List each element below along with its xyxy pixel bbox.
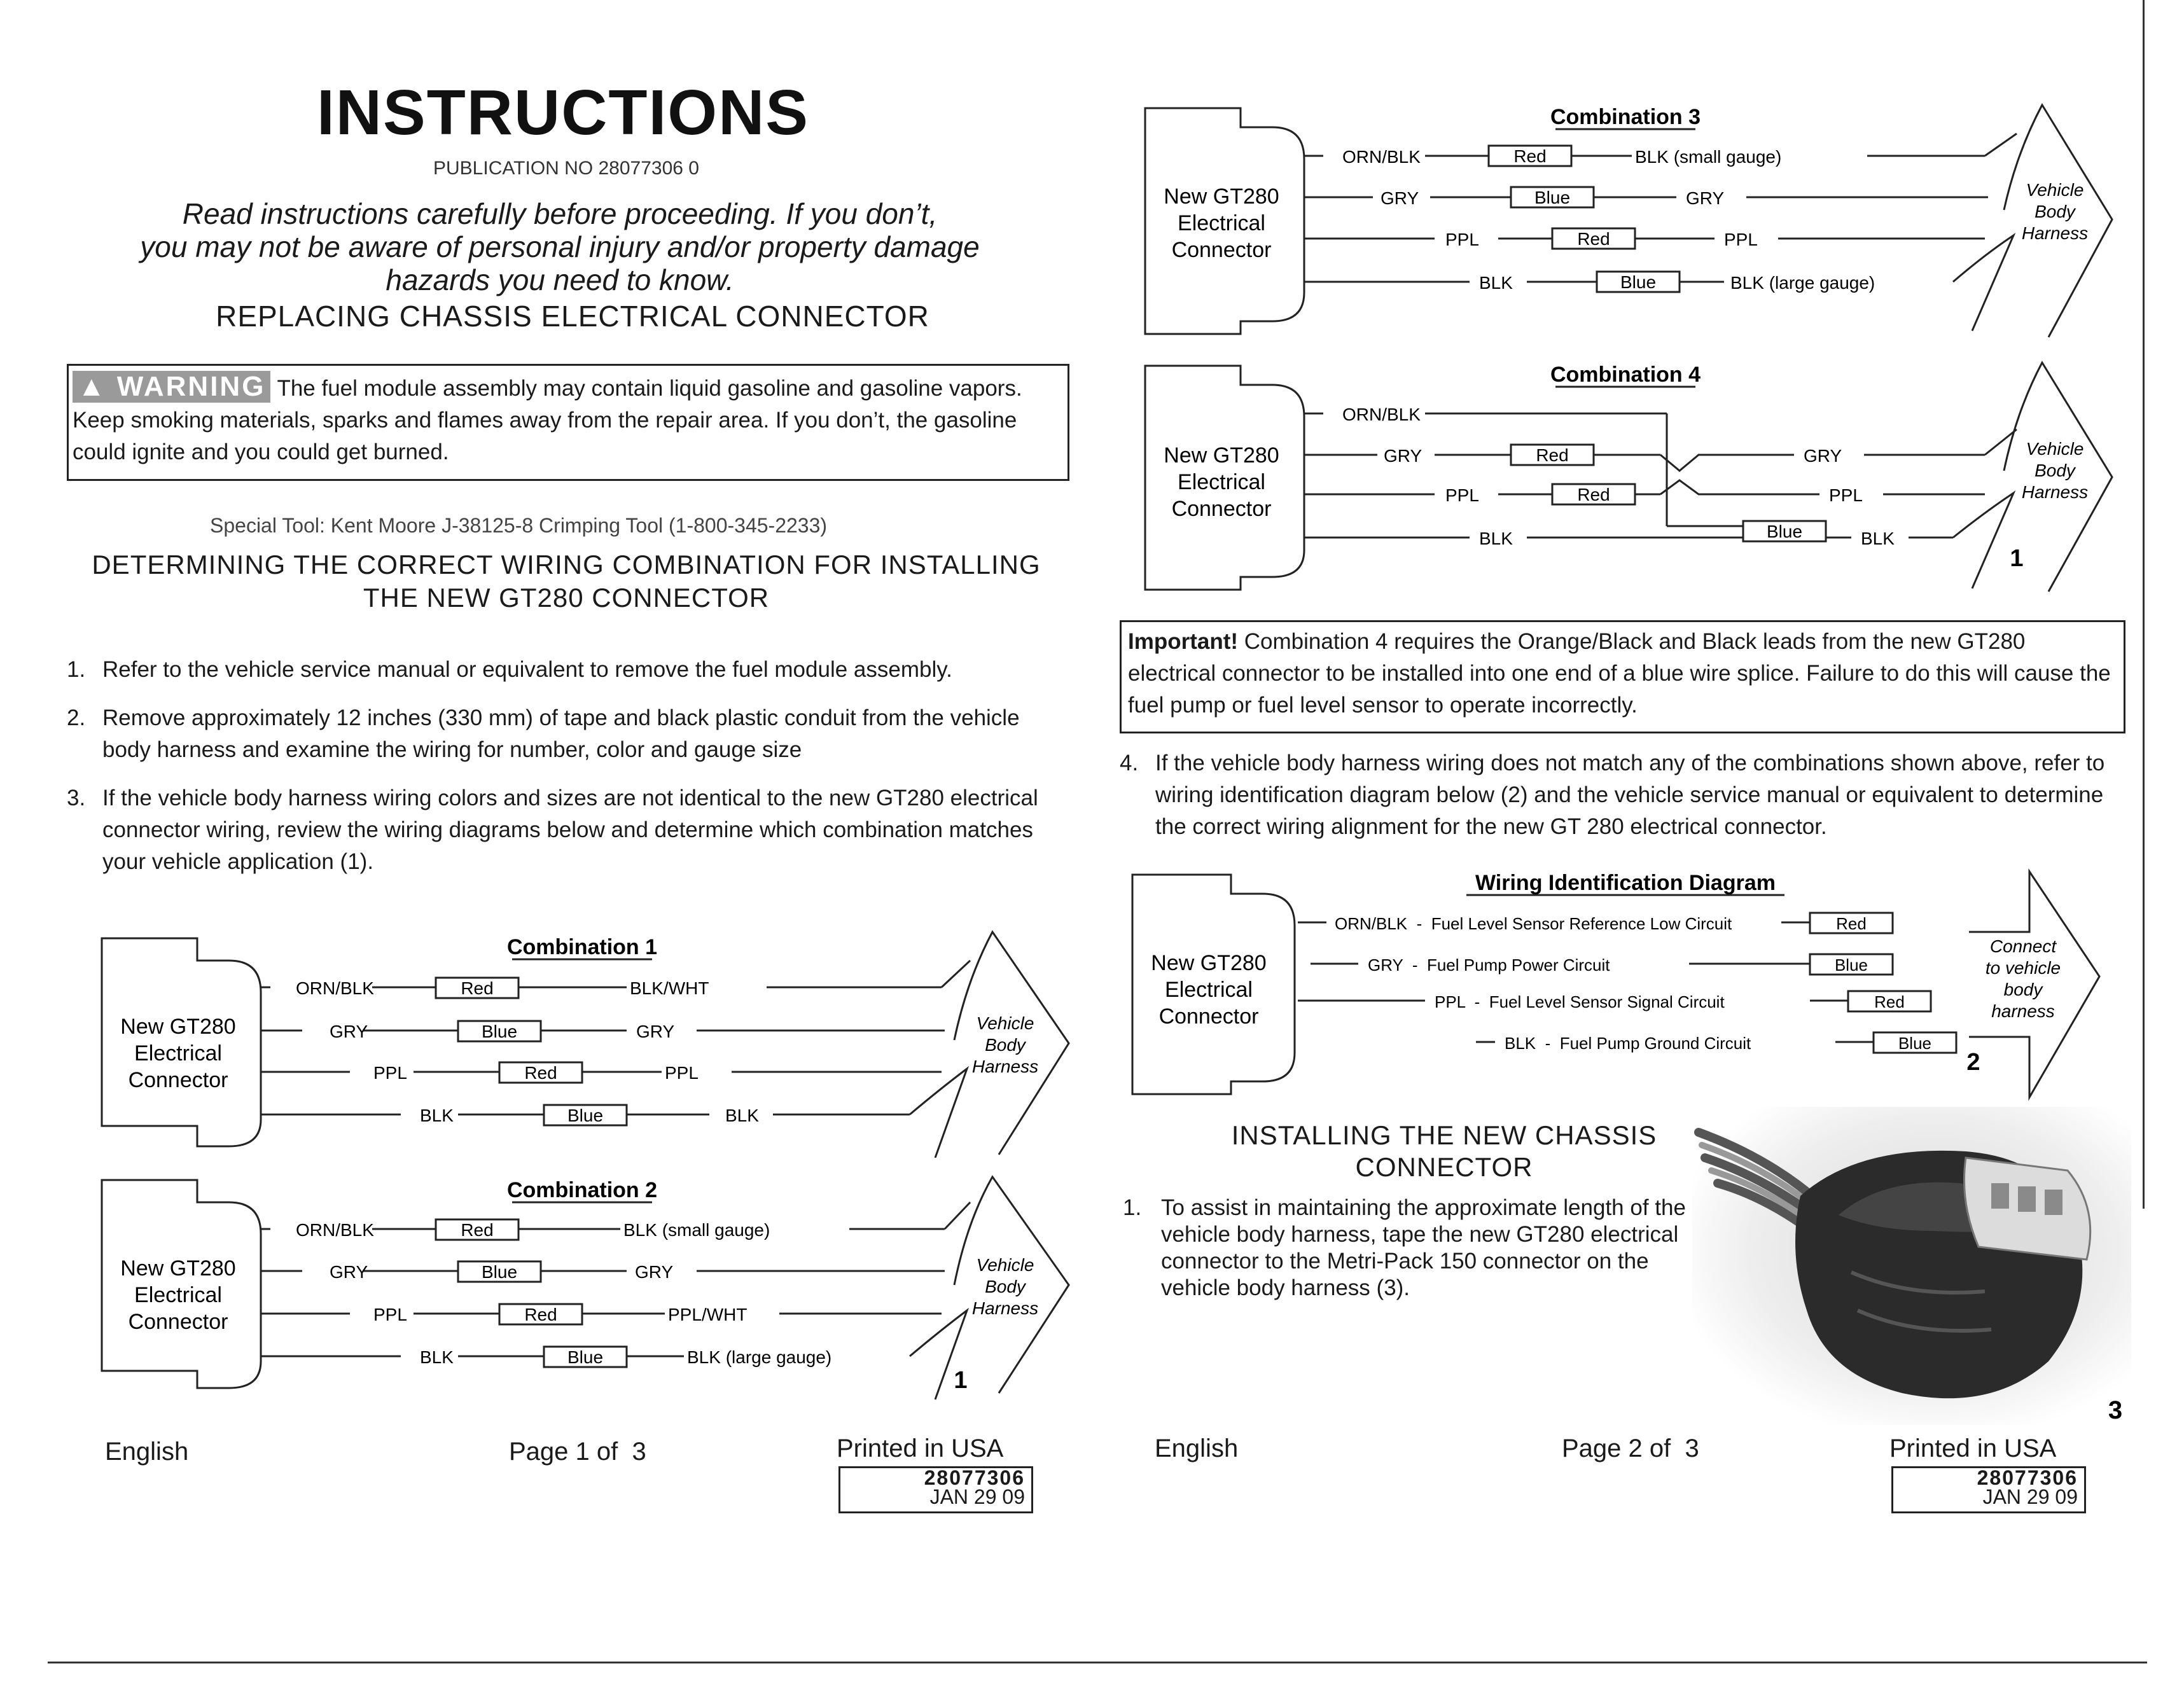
- footer-code: 28077306: [924, 1466, 1025, 1489]
- wire-label: PPL: [1829, 485, 1863, 505]
- splice-label: Blue: [567, 1106, 604, 1125]
- important-paragraph: [1122, 622, 2124, 725]
- connector-label: Connector: [128, 1068, 228, 1092]
- harness-label: Body: [2034, 202, 2075, 221]
- splice-label: Red: [461, 978, 494, 998]
- wire-label: BLK (small gauge): [1635, 147, 1782, 167]
- wire-label: PPL: [373, 1305, 407, 1324]
- steps-list: [67, 654, 1053, 894]
- connector-label: Connector: [128, 1310, 228, 1334]
- special-tool-note: Special Tool: Kent Moore J-38125-8 Crimping Tool (1-800-345-2233): [210, 514, 828, 537]
- splice-label: Blue: [1620, 272, 1657, 292]
- splice-label: Red: [461, 1220, 494, 1240]
- footer-language: English: [105, 1438, 189, 1466]
- combination-3-diagram: [1132, 95, 2125, 344]
- wire-label: GRY: [1686, 188, 1725, 208]
- wire-label: PPL: [373, 1063, 407, 1083]
- splice-label: Red: [1577, 485, 1610, 504]
- connector-label: Electrical: [1178, 211, 1265, 235]
- footer-code: 28077306: [1977, 1466, 2078, 1489]
- wire-label: PPL: [1445, 230, 1479, 249]
- warning-box: [67, 364, 1069, 481]
- splice-label: Blue: [1898, 1034, 1932, 1053]
- page-edge-rule: [2143, 0, 2145, 1209]
- connector-label: Electrical: [1165, 978, 1253, 1002]
- wiring-identification-diagram: [1120, 862, 2112, 1116]
- connector-label: New GT280: [1151, 951, 1267, 975]
- warning-text: The fuel module assembly may contain liquid gasoline and gasoline vapors. Keep smoking materials, sparks and flames away from the repair area. If you don’t, the gasoline could ignite and you could get burned.: [73, 376, 1022, 464]
- step-4: [1120, 747, 2115, 859]
- warning-label: WARNING: [116, 371, 266, 402]
- figure-number: 2: [1966, 1049, 1980, 1076]
- splice-label: Red: [524, 1305, 557, 1324]
- footer-page-number: Page 2 of 3: [1562, 1434, 1699, 1462]
- warning-paragraph: [69, 366, 1068, 468]
- wire-label: PPL - Fuel Level Sensor Signal Circuit: [1435, 992, 1725, 1011]
- harness-label: Vehicle: [2026, 180, 2084, 200]
- step-item: [67, 702, 1053, 766]
- wire-label: PPL/WHT: [668, 1305, 748, 1324]
- publication-number: PUBLICATION NO 28077306 0: [433, 158, 699, 179]
- connector-label: New GT280: [1164, 184, 1279, 209]
- wire-label: BLK: [725, 1106, 759, 1125]
- wire-label: BLK/WHT: [630, 978, 709, 998]
- important-text: Combination 4 requires the Orange/Black and Black leads from the new GT280 electrical connector to be installed into one end of a blue wire splice. Failure to do this will cause the fuel pump or fuel level sensor to operate incorrectly.: [1128, 629, 2111, 718]
- splice-label: Red: [1577, 229, 1610, 249]
- wire-label: ORN/BLK: [296, 978, 374, 998]
- connector-label: Connector: [1171, 497, 1272, 521]
- document-subtitle: REPLACING CHASSIS ELECTRICAL CONNECTOR: [216, 300, 929, 333]
- harness-label: Harness: [971, 1057, 1039, 1076]
- footer-code-box: [1891, 1466, 2086, 1513]
- install-heading: [1139, 1120, 1749, 1183]
- wire-label: PPL: [665, 1063, 699, 1083]
- wire-label: GRY - Fuel Pump Power Circuit: [1368, 955, 1610, 975]
- wire-label: GRY: [1384, 446, 1422, 466]
- splice-label: Red: [1536, 445, 1569, 465]
- wire-label: GRY: [330, 1262, 368, 1282]
- connector-label: New GT280: [120, 1015, 236, 1039]
- splice-label: Red: [1513, 146, 1547, 166]
- wire-label: ORN/BLK: [1342, 405, 1421, 424]
- arrow-label: to vehicle: [1985, 958, 2061, 978]
- harness-label: Harness: [2021, 482, 2089, 502]
- connector-label: Electrical: [134, 1041, 222, 1066]
- connector-photo: [1692, 1107, 2131, 1425]
- wire-label: GRY: [330, 1022, 368, 1041]
- warning-badge: ▲ WARNING: [73, 371, 270, 403]
- combination-1-diagram: [89, 916, 1082, 1158]
- section-heading-line-1: DETERMINING THE CORRECT WIRING COMBINATION FOR INSTALLING: [92, 550, 1041, 580]
- wire-label: BLK (large gauge): [687, 1347, 832, 1367]
- lead-line-3: hazards you need to know.: [386, 263, 734, 296]
- figure-number: 1: [2010, 545, 2024, 572]
- step-text: Remove approximately 12 inches (330 mm) of tape and black plastic conduit from the vehicle body harness and examine the wiring for number, color and gauge size: [102, 705, 1020, 762]
- wire-label: BLK: [1479, 273, 1513, 293]
- connector-label: New GT280: [120, 1256, 236, 1281]
- wire-label: GRY: [1804, 446, 1842, 466]
- footer-printed: Printed in USA: [1889, 1434, 2057, 1462]
- wire-label: GRY: [635, 1262, 674, 1282]
- important-box: [1120, 620, 2125, 733]
- footer-code-box: [838, 1466, 1033, 1513]
- splice-label: Blue: [1534, 188, 1571, 207]
- step-text: If the vehicle body harness wiring does not match any of the combinations shown above, refer to wiring identification diagram below (2) and the vehicle service manual or equivalent to determine the correct wiring alignment for the new GT 280 electrical connector.: [1155, 751, 2105, 839]
- footer-page-number: Page 1 of 3: [509, 1438, 646, 1466]
- figure-number: 1: [954, 1367, 968, 1394]
- splice-label: Red: [1836, 914, 1867, 933]
- connector-label: Electrical: [1178, 470, 1265, 494]
- wire-label: ORN/BLK - Fuel Level Sensor Reference Low Circuit: [1335, 914, 1732, 933]
- wire-label: ORN/BLK: [1342, 147, 1421, 167]
- wire-label: BLK (small gauge): [623, 1220, 770, 1240]
- install-step-number: 1.: [1123, 1195, 1142, 1220]
- connector-label: New GT280: [1164, 443, 1279, 468]
- section-heading-line-2: THE NEW GT280 CONNECTOR: [363, 583, 770, 613]
- diagram-title: Wiring Identification Diagram: [1475, 871, 1776, 895]
- wire-label: BLK: [1479, 529, 1513, 548]
- wire-label: BLK - Fuel Pump Ground Circuit: [1505, 1034, 1751, 1053]
- step-item: [67, 654, 1053, 686]
- combination-title: Combination 3: [1550, 105, 1701, 129]
- harness-label: Body: [985, 1277, 1026, 1296]
- wire-label: PPL: [1445, 485, 1479, 505]
- splice-label: Blue: [481, 1022, 518, 1041]
- step-number: 2.: [67, 705, 86, 730]
- splice-label: Blue: [481, 1262, 518, 1282]
- footer-date: JAN 29 09: [1982, 1485, 2078, 1508]
- page-divider-rule: [48, 1662, 2147, 1663]
- splice-label: Red: [524, 1063, 557, 1083]
- install-heading-line-1: INSTALLING THE NEW CHASSIS: [1231, 1120, 1657, 1150]
- splice-label: Red: [1874, 992, 1905, 1011]
- harness-label: Vehicle: [976, 1013, 1034, 1033]
- step-number: 3.: [67, 786, 86, 810]
- important-label: Important!: [1128, 629, 1239, 654]
- connector-label: Connector: [1171, 238, 1272, 262]
- step-number: 1.: [67, 657, 86, 682]
- footer-printed: Printed in USA: [837, 1434, 1004, 1462]
- connector-label: Connector: [1158, 1004, 1259, 1029]
- splice-label: Blue: [567, 1347, 604, 1367]
- harness-label: Body: [2034, 461, 2075, 480]
- step-text: If the vehicle body harness wiring colors and sizes are not identical to the new GT280 electrical connector wiring, review the wiring diagrams below and determine which combination matches your vehicle application (1).: [102, 786, 1038, 874]
- arrow-label: Connect: [1989, 936, 2057, 956]
- wire-label: PPL: [1724, 230, 1758, 249]
- wire-label: ORN/BLK: [296, 1220, 374, 1240]
- lead-line-2: you may not be aware of personal injury and/or property damage: [140, 230, 980, 263]
- install-heading-line-2: CONNECTOR: [1355, 1152, 1533, 1182]
- wire-label: BLK: [420, 1106, 454, 1125]
- harness-label: Harness: [971, 1298, 1039, 1318]
- arrow-label: harness: [1991, 1001, 2055, 1021]
- footer-date: JAN 29 09: [929, 1485, 1025, 1508]
- harness-label: Body: [985, 1035, 1026, 1055]
- step-item: [1120, 747, 2115, 843]
- wire-label: BLK (large gauge): [1730, 273, 1875, 293]
- harness-label: Harness: [2021, 223, 2089, 243]
- figure-number: 3: [2108, 1396, 2123, 1424]
- lead-line-1: Read instructions carefully before proceeding. If you don’t,: [182, 197, 938, 230]
- page-title: INSTRUCTIONS: [317, 77, 809, 148]
- harness-label: Vehicle: [2026, 439, 2084, 459]
- combination-title: Combination 1: [506, 935, 658, 959]
- wire-label: GRY: [636, 1022, 675, 1041]
- splice-label: Blue: [1766, 522, 1803, 541]
- section-heading: [38, 548, 1094, 614]
- step-text: Refer to the vehicle service manual or equivalent to remove the fuel module assembly.: [102, 657, 952, 682]
- arrow-label: body: [2003, 980, 2043, 999]
- combination-title: Combination 2: [506, 1178, 658, 1202]
- combination-4-diagram: [1132, 353, 2125, 601]
- install-step: [1123, 1195, 1695, 1302]
- harness-label: Vehicle: [976, 1255, 1034, 1275]
- lead-text: [64, 197, 1056, 296]
- step-number: 4.: [1120, 751, 1139, 775]
- wire-label: GRY: [1381, 188, 1419, 208]
- step-item: [67, 782, 1053, 878]
- wire-label: BLK: [420, 1347, 454, 1367]
- install-step-text: To assist in maintaining the approximate length of the vehicle body harness, tape the new GT280 electrical connector to the Metri-Pack 150 connector on the vehicle body harness (3).: [1161, 1195, 1686, 1300]
- wire-label: BLK: [1861, 529, 1895, 548]
- splice-label: Blue: [1834, 955, 1868, 975]
- connector-label: Electrical: [134, 1283, 222, 1307]
- footer-language: English: [1155, 1434, 1239, 1462]
- combination-2-diagram: [89, 1158, 1082, 1406]
- combination-title: Combination 4: [1550, 363, 1701, 387]
